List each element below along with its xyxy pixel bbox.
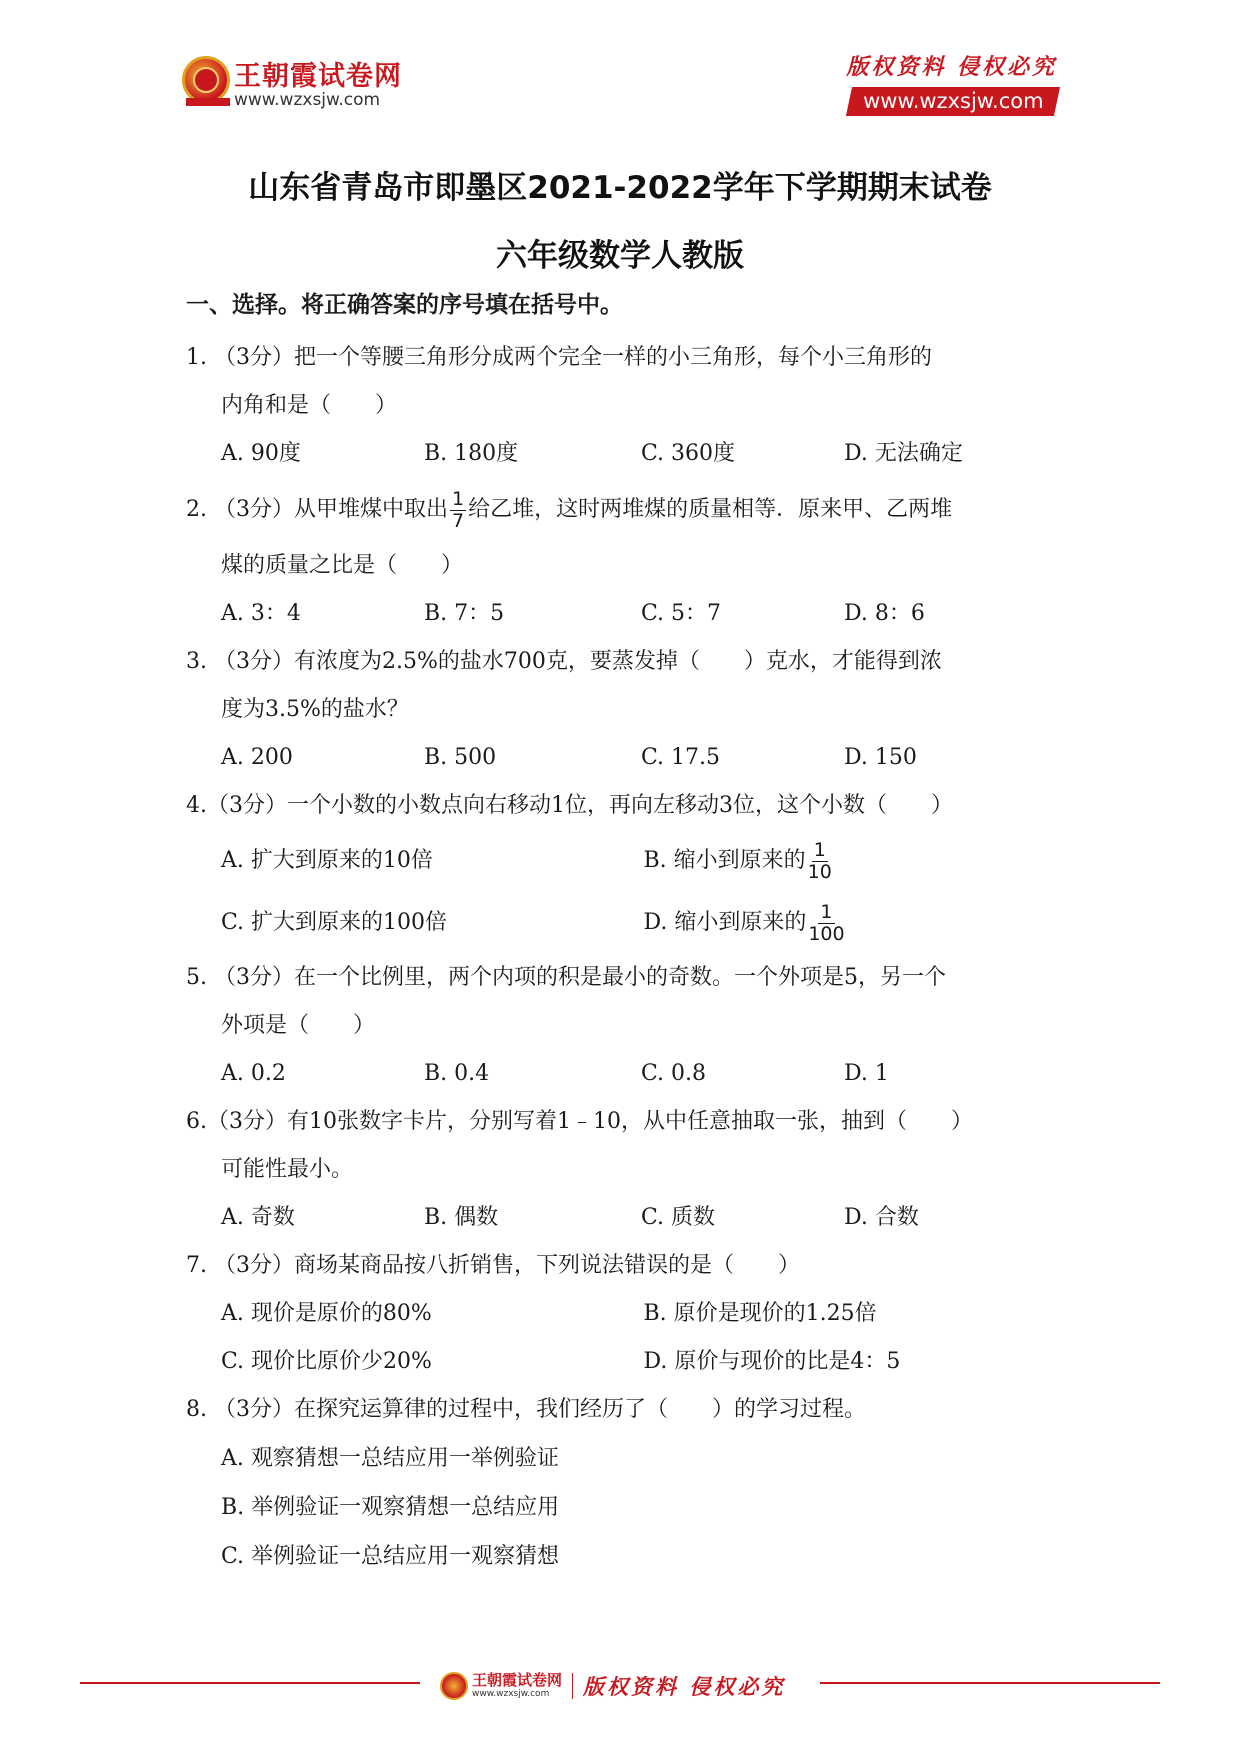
option-b bbox=[644, 837, 1067, 885]
question-1 bbox=[186, 334, 1066, 478]
option-d: D. 无法确定 bbox=[844, 441, 963, 466]
fraction-denominator: 100 bbox=[808, 922, 845, 945]
option-c: C. 17.5 bbox=[641, 745, 721, 770]
option-d: D. 原价与现价的比是4：5 bbox=[643, 1349, 901, 1374]
option-d: D. 合数 bbox=[844, 1205, 919, 1230]
footer-divider-right bbox=[820, 1682, 1160, 1684]
options-row bbox=[186, 1050, 1066, 1098]
fraction-denominator: 7 bbox=[451, 509, 465, 532]
option-a: A. 200 bbox=[221, 745, 293, 770]
question-text: 度为3.5%的盐水？ bbox=[221, 697, 409, 722]
option-text: D. 缩小到原来的 bbox=[643, 910, 807, 935]
option-d: D. 1 bbox=[844, 1061, 889, 1086]
question-text-row bbox=[186, 478, 1066, 542]
question-text: 给乙堆，这时两堆煤的质量相等．原来甲、乙两堆 bbox=[468, 497, 953, 522]
copyright-url-banner bbox=[845, 87, 1060, 116]
options-row bbox=[186, 830, 1066, 892]
question-text: 6.（3分）有10张数字卡片，分别写着1﹣10，从中任意抽取一张，抽到（ ） bbox=[186, 1109, 973, 1134]
option-c: C. 扩大到原来的100倍 bbox=[221, 910, 448, 935]
footer-brand-url: www.wzxsjw.com bbox=[472, 1689, 550, 1699]
option-b: B. 180度 bbox=[424, 441, 519, 466]
question-3 bbox=[186, 638, 1066, 782]
fraction-numerator: 1 bbox=[813, 838, 826, 861]
question-8 bbox=[186, 1386, 1066, 1581]
copyright-text: 版权资料 侵权必究 bbox=[846, 54, 1057, 80]
options-row bbox=[186, 1194, 1066, 1242]
footer-separator bbox=[572, 1673, 573, 1699]
option-c: C. 现价比原价少20% bbox=[221, 1349, 432, 1374]
option-b: B. 7：5 bbox=[424, 601, 505, 626]
options-row bbox=[186, 1338, 1066, 1386]
footer-divider-left bbox=[80, 1682, 420, 1684]
option-a: A. 90度 bbox=[221, 441, 301, 466]
question-text: 7. （3分）商场某商品按八折销售，下列说法错误的是（ ） bbox=[186, 1253, 800, 1278]
option-d: D. 150 bbox=[844, 745, 917, 770]
options-row bbox=[186, 734, 1066, 782]
question-5 bbox=[186, 954, 1066, 1098]
question-text: 4.（3分）一个小数的小数点向右移动1位，再向左移动3位，这个小数（ ） bbox=[186, 793, 953, 818]
option-c: C. 举例验证一总结应用一观察猜想 bbox=[221, 1544, 560, 1569]
question-4 bbox=[186, 782, 1066, 954]
section-heading: 一、选择。将正确答案的序号填在括号中。 bbox=[186, 292, 623, 318]
question-text: 8. （3分）在探究运算律的过程中，我们经历了（ ）的学习过程。 bbox=[186, 1397, 866, 1422]
footer-copyright-text: 版权资料 侵权必究 bbox=[583, 1674, 786, 1699]
copyright-url: www.wzxsjw.com bbox=[862, 89, 1044, 113]
fraction bbox=[807, 838, 832, 883]
question-2 bbox=[186, 478, 1066, 638]
question-text: 5. （3分）在一个比例里，两个内项的积是最小的奇数。一个外项是5，另一个 bbox=[186, 965, 946, 990]
option-a: A. 0.2 bbox=[221, 1061, 286, 1086]
fraction bbox=[450, 487, 466, 532]
seal-icon bbox=[440, 1672, 468, 1700]
question-text: 内角和是（ ） bbox=[221, 393, 398, 418]
question-text: 外项是（ ） bbox=[221, 1013, 376, 1038]
option-text: B. 缩小到原来的 bbox=[643, 848, 806, 873]
question-text: 煤的质量之比是（ ） bbox=[221, 553, 464, 578]
seal-icon bbox=[182, 56, 230, 104]
option-b: B. 举例验证一观察猜想一总结应用 bbox=[221, 1495, 560, 1520]
option-b: B. 500 bbox=[424, 745, 497, 770]
exam-title: 山东省青岛市即墨区2021-2022学年下学期期末试卷 bbox=[248, 170, 992, 206]
footer-brand bbox=[472, 1673, 562, 1699]
option-a: A. 扩大到原来的10倍 bbox=[221, 848, 433, 873]
copyright-block bbox=[817, 50, 1057, 116]
option-d: D. 8：6 bbox=[844, 601, 925, 626]
option-b: B. 0.4 bbox=[424, 1061, 490, 1086]
option-a: A. 3：4 bbox=[221, 601, 301, 626]
seal-ribbon bbox=[186, 98, 230, 106]
options-row bbox=[186, 892, 1066, 954]
option-c: C. 5：7 bbox=[641, 601, 722, 626]
page-header bbox=[0, 0, 1240, 130]
option-c: C. 0.8 bbox=[641, 1061, 707, 1086]
option-b: B. 原价是现价的1.25倍 bbox=[643, 1301, 877, 1326]
brand-url: www.wzxsjw.com bbox=[234, 90, 381, 110]
option-c: C. 360度 bbox=[641, 441, 736, 466]
question-text: 可能性最小。 bbox=[221, 1157, 354, 1182]
question-text: 2. （3分）从甲堆煤中取出 bbox=[186, 497, 448, 522]
question-6 bbox=[186, 1098, 1066, 1242]
question-text: 3. （3分）有浓度为2.5%的盐水700克，要蒸发掉（ ）克水，才能得到浓 bbox=[186, 649, 942, 674]
option-a: A. 现价是原价的80% bbox=[221, 1301, 432, 1326]
page-footer bbox=[0, 1660, 1240, 1710]
footer-logo bbox=[440, 1666, 800, 1706]
fraction-denominator: 10 bbox=[807, 860, 832, 883]
brand-name: 王朝霞试卷网 bbox=[234, 61, 402, 92]
site-logo bbox=[182, 50, 412, 116]
option-a: A. 奇数 bbox=[221, 1205, 295, 1230]
footer-brand-name: 王朝霞试卷网 bbox=[472, 1671, 563, 1689]
option-b: B. 偶数 bbox=[424, 1205, 499, 1230]
fraction-numerator: 1 bbox=[451, 487, 465, 510]
fraction bbox=[808, 900, 845, 945]
option-a: A. 观察猜想一总结应用一举例验证 bbox=[221, 1446, 559, 1471]
exam-subtitle: 六年级数学人教版 bbox=[496, 238, 744, 274]
option-d bbox=[644, 899, 1067, 947]
question-text: 1. （3分）把一个等腰三角形分成两个完全一样的小三角形，每个小三角形的 bbox=[186, 345, 932, 370]
fraction-numerator: 1 bbox=[820, 900, 833, 923]
question-7 bbox=[186, 1242, 1066, 1386]
options-row bbox=[186, 590, 1066, 638]
options-row bbox=[186, 430, 1066, 478]
options-row bbox=[186, 1290, 1066, 1338]
exam-content bbox=[186, 288, 1066, 1581]
option-c: C. 质数 bbox=[641, 1205, 716, 1230]
